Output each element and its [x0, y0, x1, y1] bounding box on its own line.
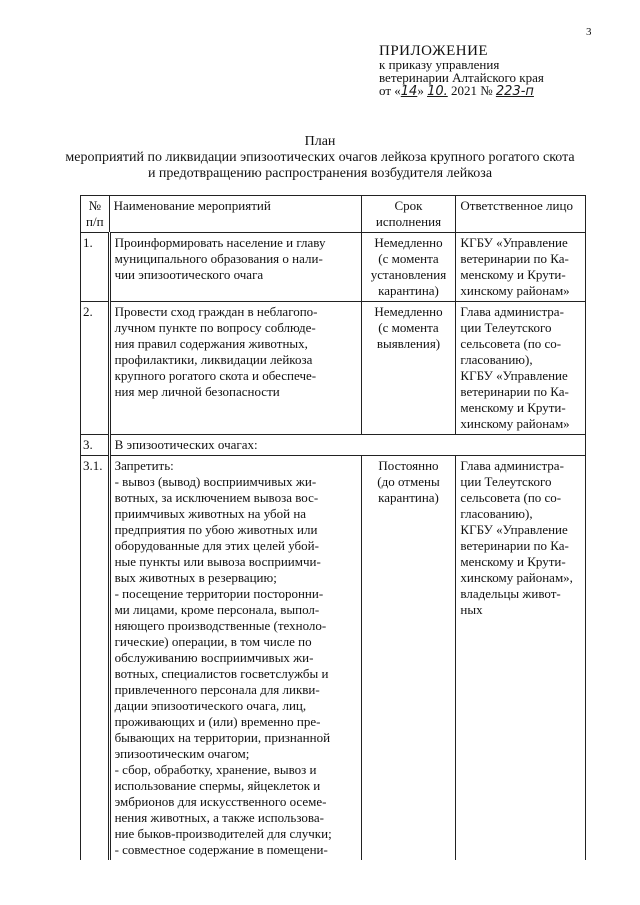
cell-line: оборудованные для этих целей убой-: [114, 538, 319, 553]
cell-line: Провести сход граждан в неблагопо-: [114, 304, 318, 319]
cell-line: - совместное содержание в помещени-: [114, 842, 328, 857]
header-name: Наименование мероприятий: [109, 196, 361, 233]
cell-line: Запретить:: [114, 458, 174, 473]
row-measure: [109, 456, 361, 861]
table-header-row: [81, 196, 586, 233]
header-responsible: Ответственное лицо: [456, 196, 586, 233]
cell-line: выявления): [376, 336, 441, 351]
header-term: [361, 196, 456, 233]
page-number: 3: [586, 26, 592, 38]
cell-line: ние быков-производителей для случки;: [114, 826, 332, 841]
plan-subtitle-1: мероприятий по ликвидации эпизоотических очагов лейкоза крупного рогатого скота: [65, 150, 575, 165]
cell-line: карантина): [378, 490, 439, 505]
cell-line: КГБУ «Управление: [460, 235, 568, 250]
cell-line: ции Телеутского: [460, 320, 552, 335]
cell-line: хинскому районам»,: [460, 570, 573, 585]
cell-line: (до отмены: [377, 474, 440, 489]
cell-line: профилактики, ликвидации лейкоза: [114, 352, 313, 367]
row-term: [361, 302, 456, 435]
handwritten-day: 14: [400, 84, 418, 99]
cell-line: ных: [460, 602, 483, 617]
cell-line: установления: [370, 267, 447, 282]
cell-line: предприятия по убою животных или: [114, 522, 318, 537]
row-section-title: [109, 435, 585, 456]
appendix-block: [379, 45, 544, 98]
cell-line: сельсовета (по со-: [460, 336, 562, 351]
table-row: [81, 456, 586, 861]
cell-line: хинскому районам»: [460, 416, 570, 431]
cell-line: В эпизоотических очагах:: [114, 437, 258, 452]
cell-line: карантина): [378, 283, 439, 298]
cell-line: - сбор, обработку, хранение, вывоз и: [114, 762, 317, 777]
cell-line: - посещение территории посторонни-: [114, 586, 324, 601]
cell-line: ные пункты или вывоза восприимчи-: [114, 554, 321, 569]
cell-line: гласованию),: [460, 352, 533, 367]
cell-line: Срок: [394, 198, 423, 213]
table-row: [81, 302, 586, 435]
row-measure: [109, 302, 361, 435]
cell-line: менскому и Крути-: [460, 400, 566, 415]
cell-line: - вывоз (вывод) восприимчивых жи-: [114, 474, 317, 489]
measures-table: [80, 195, 586, 860]
date-prefix: от «: [379, 83, 401, 98]
appendix-line-1: к приказу управления: [379, 57, 500, 72]
cell-line: использование спермы, яйцеклеток и: [114, 778, 321, 793]
cell-line: ветеринарии по Ка-: [460, 251, 569, 266]
cell-line: Постоянно: [378, 458, 439, 473]
table-row: [81, 233, 586, 302]
cell-line: проживающих и (или) временно пре-: [114, 714, 321, 729]
cell-line: Глава администра-: [460, 458, 564, 473]
cell-line: (с момента: [378, 320, 439, 335]
cell-line: гласованию),: [460, 506, 533, 521]
cell-line: менскому и Крути-: [460, 267, 566, 282]
appendix-title: ПРИЛОЖЕНИЕ: [379, 43, 489, 59]
cell-line: гические) операции, в том числе по: [114, 634, 312, 649]
row-responsible: [456, 302, 586, 435]
appendix-line-2: ветеринарии Алтайского края: [379, 70, 544, 85]
row-number: 3.: [81, 435, 110, 456]
plan-title: План: [304, 134, 336, 149]
cell-line: Немедленно: [374, 235, 443, 250]
cell-line: вотных, за исключением вывоза вос-: [114, 490, 319, 505]
cell-line: Проинформировать население и главу: [114, 235, 326, 250]
cell-line: вых животных в резервацию;: [114, 570, 277, 585]
cell-line: нения животных, а также использова-: [114, 810, 324, 825]
cell-line: КГБУ «Управление: [460, 522, 568, 537]
row-measure: [109, 233, 361, 302]
handwritten-order-number: 223-п: [495, 84, 534, 99]
row-responsible: [456, 233, 586, 302]
cell-line: (с момента: [378, 251, 439, 266]
cell-line: хинскому районам»: [460, 283, 570, 298]
row-number: 1.: [81, 233, 110, 302]
cell-line: ции Телеутского: [460, 474, 552, 489]
cell-line: муниципального образования о нали-: [114, 251, 323, 266]
cell-line: п/п: [86, 214, 104, 229]
cell-line: ветеринарии по Ка-: [460, 384, 569, 399]
row-number: 2.: [81, 302, 110, 435]
year-no: 2021 №: [447, 83, 496, 98]
cell-line: чии эпизоотического очага: [114, 267, 264, 282]
cell-line: исполнения: [375, 214, 442, 229]
cell-line: Немедленно: [374, 304, 443, 319]
cell-line: ния мер личной безопасности: [114, 384, 280, 399]
plan-subtitle-2: и предотвращению распространения возбудителя лейкоза: [147, 166, 493, 181]
handwritten-month: 10.: [427, 84, 448, 99]
cell-line: привлеченного персонала для ликви-: [114, 682, 320, 697]
plan-heading: [0, 134, 640, 182]
cell-line: владельцы живот-: [460, 586, 561, 601]
cell-line: ветеринарии по Ка-: [460, 538, 569, 553]
cell-line: сельсовета (по со-: [460, 490, 562, 505]
row-term: [361, 233, 456, 302]
cell-line: менскому и Крути-: [460, 554, 566, 569]
table-row: [81, 435, 586, 456]
row-number: 3.1.: [81, 456, 110, 861]
cell-line: няющего производственные (техноло-: [114, 618, 327, 633]
date-mid: »: [417, 83, 428, 98]
cell-line: вотных, специалистов госветслужбы и: [114, 666, 329, 681]
cell-line: лучном пункте по вопросу соблюде-: [114, 320, 316, 335]
cell-line: обслуживанию восприимчивых жи-: [114, 650, 314, 665]
cell-line: КГБУ «Управление: [460, 368, 568, 383]
cell-line: №: [88, 198, 101, 213]
header-num: [81, 196, 110, 233]
cell-line: бывающих на территории, признанной: [114, 730, 331, 745]
cell-line: ми лицами, кроме персонала, выпол-: [114, 602, 320, 617]
cell-line: приимчивых животных на убой на: [114, 506, 307, 521]
cell-line: Глава администра-: [460, 304, 564, 319]
cell-line: крупного рогатого скота и обеспече-: [114, 368, 317, 383]
appendix-date-line: [379, 84, 544, 98]
cell-line: ния правил содержания животных,: [114, 336, 308, 351]
row-term: [361, 456, 456, 861]
cell-line: эпизоотическим очагом;: [114, 746, 250, 761]
cell-line: дации эпизоотического очага, лиц,: [114, 698, 307, 713]
cell-line: эмбрионов для искусственного осеме-: [114, 794, 327, 809]
row-responsible: [456, 456, 586, 861]
